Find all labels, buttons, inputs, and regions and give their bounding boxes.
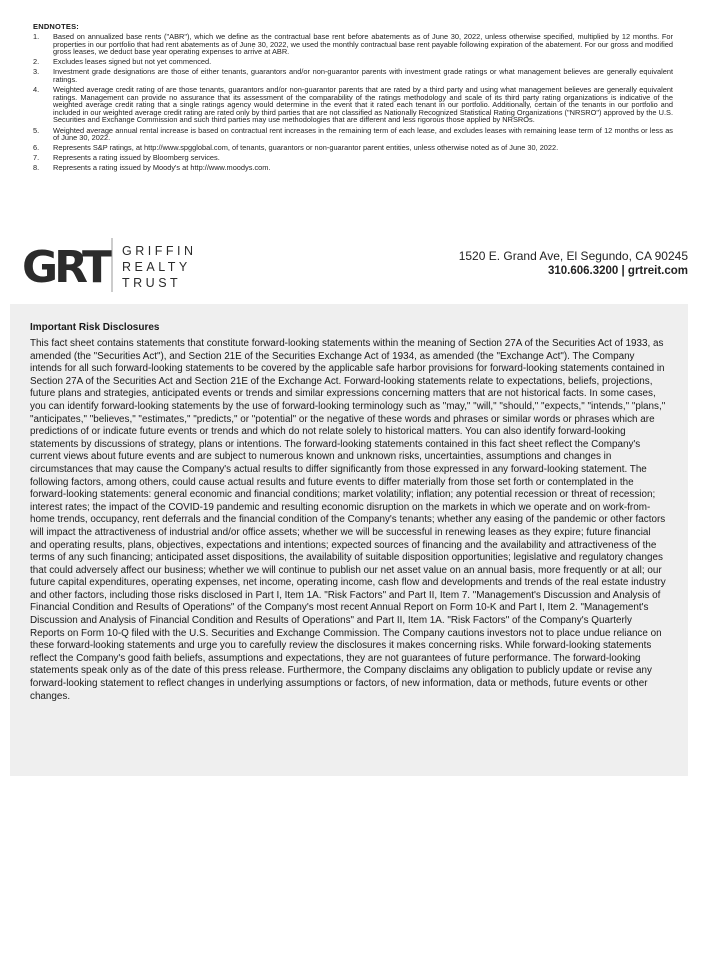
risk-disclosures-panel	[10, 304, 688, 776]
endnote-item	[33, 154, 673, 162]
endnote-text: Weighted average credit rating of are those tenants, guarantors and/or non-guarantor parents that are rated by a third party and using what management believes are generally equivalent ratings. Management can provide no assurance that its assessment of the comparability of the ratings methodology and scale of its third party rating organizations is indicative of the weighted average credit rating that a single ratings agency would determine in the event that it rated each tenant in our portfolio. Additionally, certain of the tenants in our portfolio and included in our weighted average credit rating are rated only by third parties that are not classified as Nationally Recognized Statistical Rating Organizations ("NRSRO") approved by the U.S. Securities and Exchange Commission and such third parties may use methodologies that are different and less rigorous those applied by NRSROs.	[53, 85, 673, 125]
endnote-item	[33, 68, 673, 83]
endnote-item	[33, 164, 673, 172]
endnote-number: 4.	[33, 85, 40, 95]
endnote-item	[33, 58, 673, 66]
endnote-number: 6.	[33, 143, 40, 153]
logo-word-realty: REALTY	[122, 260, 191, 274]
risk-disclosures-title: Important Risk Disclosures	[30, 322, 160, 333]
endnotes-list	[33, 33, 673, 172]
endnotes-title: ENDNOTES:	[33, 22, 79, 31]
endnote-number: 5.	[33, 125, 40, 135]
endnote-text: Weighted average annual rental increase is based on contractual rent increases in the remaining term of each lease, and excludes leases with remaining lease term of 12 months or less as of June 30, 2022.	[53, 125, 673, 143]
company-address: 1520 E. Grand Ave, El Segundo, CA 90245	[458, 249, 688, 263]
endnote-text: Represents S&P ratings, at http://www.spgglobal.com, of tenants, guarantors or non-guarantor parent entities, unless otherwise noted as of June 30, 2022.	[53, 143, 559, 153]
risk-disclosures-body: This fact sheet contains statements that constitute forward-looking statements within the meaning of Section 27A of the Securities Act of 1933, as amended (the "Securities Act"), and Section 21E of the Securities Exchange Act of 1934, as amended (the "Exchange Act"). The Company intends for all such forward-looking statements to be covered by the applicable safe harbor provisions for forward-looking statements contained in Section 27A of the Securities Act and Section 21E of the Exchange Act. Forward-looking statements relate to expectations, beliefs, projections, future plans and strategies, anticipated events or trends and similar expressions concerning matters that are not historical facts. In some cases, you can identify forward-looking statements by the use of forward-looking terminology such as "may," "will," "should," "expects," "intends," "plans," "anticipates," "believes," "estimates," "predicts," or "potential" or the negative of these words and phrases or similar words or phrases which are predictions of or indicate future events or trends and which do not relate solely to historical matters. You can also identify forward-looking statements by discussions of strategy, plans or intentions. The forward-looking statements contained in this fact sheet reflect the Company's current views about future events and are subject to numerous known and unknown risks, uncertainties, assumptions and changes in circumstances that may cause the Company's actual results to differ significantly from those expressed in any forward-looking statement. The following factors, among others, could cause actual results and future events to differ materially from those set forth or contemplated in the forward-looking statements: general economic and financial conditions; market volatility; inflation; any potential recession or threat of recession; interest rates; the impact of the COVID-19 pandemic and resulting economic disruption on the markets in which we operate and on work-from-home trends, occupancy, rent deferrals and the financial condition of the Company's tenants; whether any easing of the pandemic or other factors will impact the attractiveness of industrial and/or office assets; whether we will be successful in renewing leases as they expire; future financial and operating results, plans, objectives, expectations and intentions; expected sources of financing and the availability and attractiveness of the terms of any such financing; anticipated asset dispositions, the availability of suitable disposition opportunities; legislative and regulatory changes that could adversely affect our business; whether we will continue to publish our net asset value on an annual basis, more frequently or at all; our future capital expenditures, operating expenses, net income, operating income, cash flow and developments and trends of the real estate industry and other factors, including those risks disclosed in Part I, Item 1A. "Risk Factors" and Part II, Item 7. "Management's Discussion and Analysis of Financial Condition and Results of Operations" of the Company's most recent Annual Report on Form 10-K and Part I, Item 2. "Management's Discussion and Analysis of Financial Condition and Results of Operations" and Part II, Item 1A. "Risk Factors" of the Company's Quarterly Reports on Form 10-Q filed with the U.S. Securities and Exchange Commission. The Company cautions investors not to place undue reliance on these forward-looking statements and urge you to carefully review the disclosures it makes concerning risks. While forward-looking statements reflect the Company's good faith beliefs, assumptions and expectations, they are not guarantees of future performance. The forward-looking statements speak only as of the date of this press release. Furthermore, the Company disclaims any obligation to publicly update or revise any forward-looking statement to reflect changes in underlying assumptions or factors, of new information, data or methods, future events or other changes.	[30, 338, 666, 702]
endnote-number: 3.	[33, 67, 40, 77]
logo-word-trust: TRUST	[122, 276, 182, 290]
endnote-text: Based on annualized base rents ("ABR"), which we define as the contractual base rent before abatements as of June 30, 2022, unless otherwise specified, multiplied by 12 months. For properties in our portfolio that had rent abatements as of June 30, 2022, we used the monthly contractual base rent payable following expiration of the abatement. For our gross and modified gross leases, we deduct base year operating expenses to arrive at ABR.	[53, 32, 673, 57]
endnote-item	[33, 144, 673, 152]
endnote-text: Represents a rating issued by Moody's at http://www.moodys.com.	[53, 163, 271, 173]
logo-word-griffin: GRIFFIN	[122, 244, 197, 258]
endnote-item	[33, 86, 673, 124]
company-logo	[22, 236, 242, 294]
company-contact	[459, 249, 688, 279]
endnote-text: Investment grade designations are those of either tenants, guarantors and/or non-guarantor parents with investment grade ratings or what management believes are generally equivalent ratings.	[53, 67, 673, 84]
endnote-item	[33, 127, 673, 142]
endnotes-section	[33, 22, 673, 175]
endnote-item	[33, 33, 673, 56]
brand-header	[22, 236, 692, 294]
endnote-text: Represents a rating issued by Bloomberg services.	[53, 153, 220, 163]
logo-mark-text: GRT	[22, 242, 109, 293]
company-phone-website[interactable]: 310.606.3200 | grtreit.com	[547, 265, 688, 277]
endnote-number: 8.	[33, 163, 40, 173]
endnote-number: 2.	[33, 57, 40, 67]
endnote-number: 1.	[33, 32, 40, 41]
logo-graphic	[22, 236, 242, 294]
endnote-number: 7.	[33, 153, 40, 163]
endnote-text: Excludes leases signed but not yet commenced.	[53, 57, 212, 67]
